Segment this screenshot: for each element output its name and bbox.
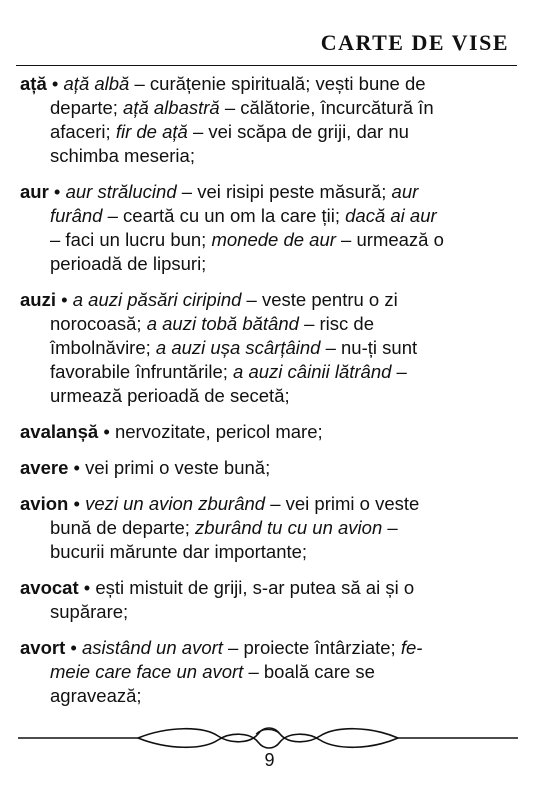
entry-phrase: vezi un avion zburând: [85, 493, 266, 514]
entry-text: bucurii mărunte dar importante;: [50, 541, 308, 562]
entry-headword: avalanșă: [20, 421, 99, 442]
entry-line: [20, 540, 516, 564]
dictionary-entry: [20, 288, 516, 408]
entry-text: – vei primi o veste: [265, 493, 420, 514]
entry-phrase: a auzi păsări ciripind: [72, 289, 242, 310]
entry-phrase: a auzi câinii lătrând: [233, 361, 392, 382]
entry-line: [20, 228, 516, 252]
entry-text: – boală care se: [243, 661, 375, 682]
entry-text: •: [68, 493, 86, 514]
dictionary-entries: [20, 72, 516, 720]
entry-text: – călătorie, încurcătură în: [219, 97, 434, 118]
entry-text: • ești mistuit de griji, s-ar putea să ai și o: [78, 577, 415, 598]
entry-phrase: ață albă: [63, 73, 130, 94]
entry-text: supărare;: [50, 601, 129, 622]
entry-line: [20, 252, 516, 276]
entry-phrase: asistând un avort: [82, 637, 223, 658]
entry-text: norocoasă;: [50, 313, 147, 334]
entry-text: perioadă de lipsuri;: [50, 253, 207, 274]
entry-line: [20, 684, 516, 708]
entry-line: [20, 492, 516, 516]
entry-headword: ață: [20, 73, 47, 94]
entry-phrase: furând: [50, 205, 103, 226]
entry-line: [20, 120, 516, 144]
entry-phrase: monede de aur: [211, 229, 336, 250]
entry-headword: auzi: [20, 289, 56, 310]
entry-text: –: [391, 361, 407, 382]
entry-text: –: [382, 517, 398, 538]
entry-headword: avion: [20, 493, 69, 514]
entry-text: • vei primi o veste bună;: [68, 457, 271, 478]
entry-line: [20, 660, 516, 684]
entry-phrase: aur: [391, 181, 419, 202]
entry-line: [20, 576, 516, 600]
entry-text: schimba meseria;: [50, 145, 195, 166]
entry-text: •: [46, 73, 64, 94]
entry-text: •: [55, 289, 73, 310]
entry-text: îmbolnăvire;: [50, 337, 156, 358]
entry-line: [20, 288, 516, 312]
entry-text: favorabile înfruntările;: [50, 361, 234, 382]
entry-text: – risc de: [298, 313, 374, 334]
entry-line: [20, 312, 516, 336]
entry-text: – urmează o: [335, 229, 444, 250]
dictionary-entry: [20, 492, 516, 564]
entry-line: [20, 456, 516, 480]
entry-phrase: dacă ai aur: [345, 205, 437, 226]
entry-headword: avocat: [20, 577, 79, 598]
header-rule: [16, 65, 517, 66]
entry-text: departe;: [50, 97, 124, 118]
entry-line: [20, 72, 516, 96]
entry-phrase: aur strălucind: [65, 181, 177, 202]
footer-ornament: [18, 722, 518, 752]
entry-text: •: [48, 181, 66, 202]
entry-headword: aur: [20, 181, 49, 202]
dictionary-entry: [20, 636, 516, 708]
entry-text: afaceri;: [50, 121, 116, 142]
entry-phrase: fe-: [400, 637, 423, 658]
entry-text: •: [65, 637, 83, 658]
entry-text: – ceartă cu un om la care ții;: [102, 205, 346, 226]
entry-line: [20, 600, 516, 624]
entry-phrase: fir de ață: [115, 121, 188, 142]
entry-headword: avere: [20, 457, 69, 478]
dictionary-entry: [20, 72, 516, 168]
entry-text: – vei scăpa de griji, dar nu: [187, 121, 409, 142]
entry-phrase: a auzi ușa scârțâind: [155, 337, 321, 358]
entry-text: – faci un lucru bun;: [50, 229, 212, 250]
entry-line: [20, 336, 516, 360]
entry-phrase: zburând tu cu un avion: [195, 517, 383, 538]
dictionary-entry: [20, 456, 516, 480]
entry-phrase: a auzi tobă bătând: [146, 313, 299, 334]
entry-line: [20, 204, 516, 228]
entry-line: [20, 516, 516, 540]
entry-line: [20, 384, 516, 408]
dictionary-entry: [20, 180, 516, 276]
entry-line: [20, 144, 516, 168]
entry-text: urmează perioadă de secetă;: [50, 385, 290, 406]
entry-text: – vei risipi peste măsură;: [176, 181, 392, 202]
entry-line: [20, 636, 516, 660]
entry-text: agravează;: [50, 685, 142, 706]
page-number: 9: [264, 750, 275, 770]
entry-line: [20, 360, 516, 384]
entry-line: [20, 180, 516, 204]
dictionary-entry: [20, 420, 516, 444]
entry-line: [20, 96, 516, 120]
entry-text: – proiecte întârziate;: [222, 637, 401, 658]
entry-phrase: ață albastră: [123, 97, 220, 118]
entry-text: – curățenie spirituală; vești bune de: [129, 73, 426, 94]
entry-text: • nervozitate, pericol mare;: [98, 421, 323, 442]
entry-text: bună de departe;: [50, 517, 196, 538]
entry-text: – nu-ți sunt: [320, 337, 418, 358]
entry-line: [20, 420, 516, 444]
running-header: CARTE DE VISE: [320, 30, 509, 55]
entry-text: – veste pentru o zi: [241, 289, 398, 310]
entry-headword: avort: [20, 637, 66, 658]
dictionary-entry: [20, 576, 516, 624]
entry-phrase: meie care face un avort: [50, 661, 244, 682]
